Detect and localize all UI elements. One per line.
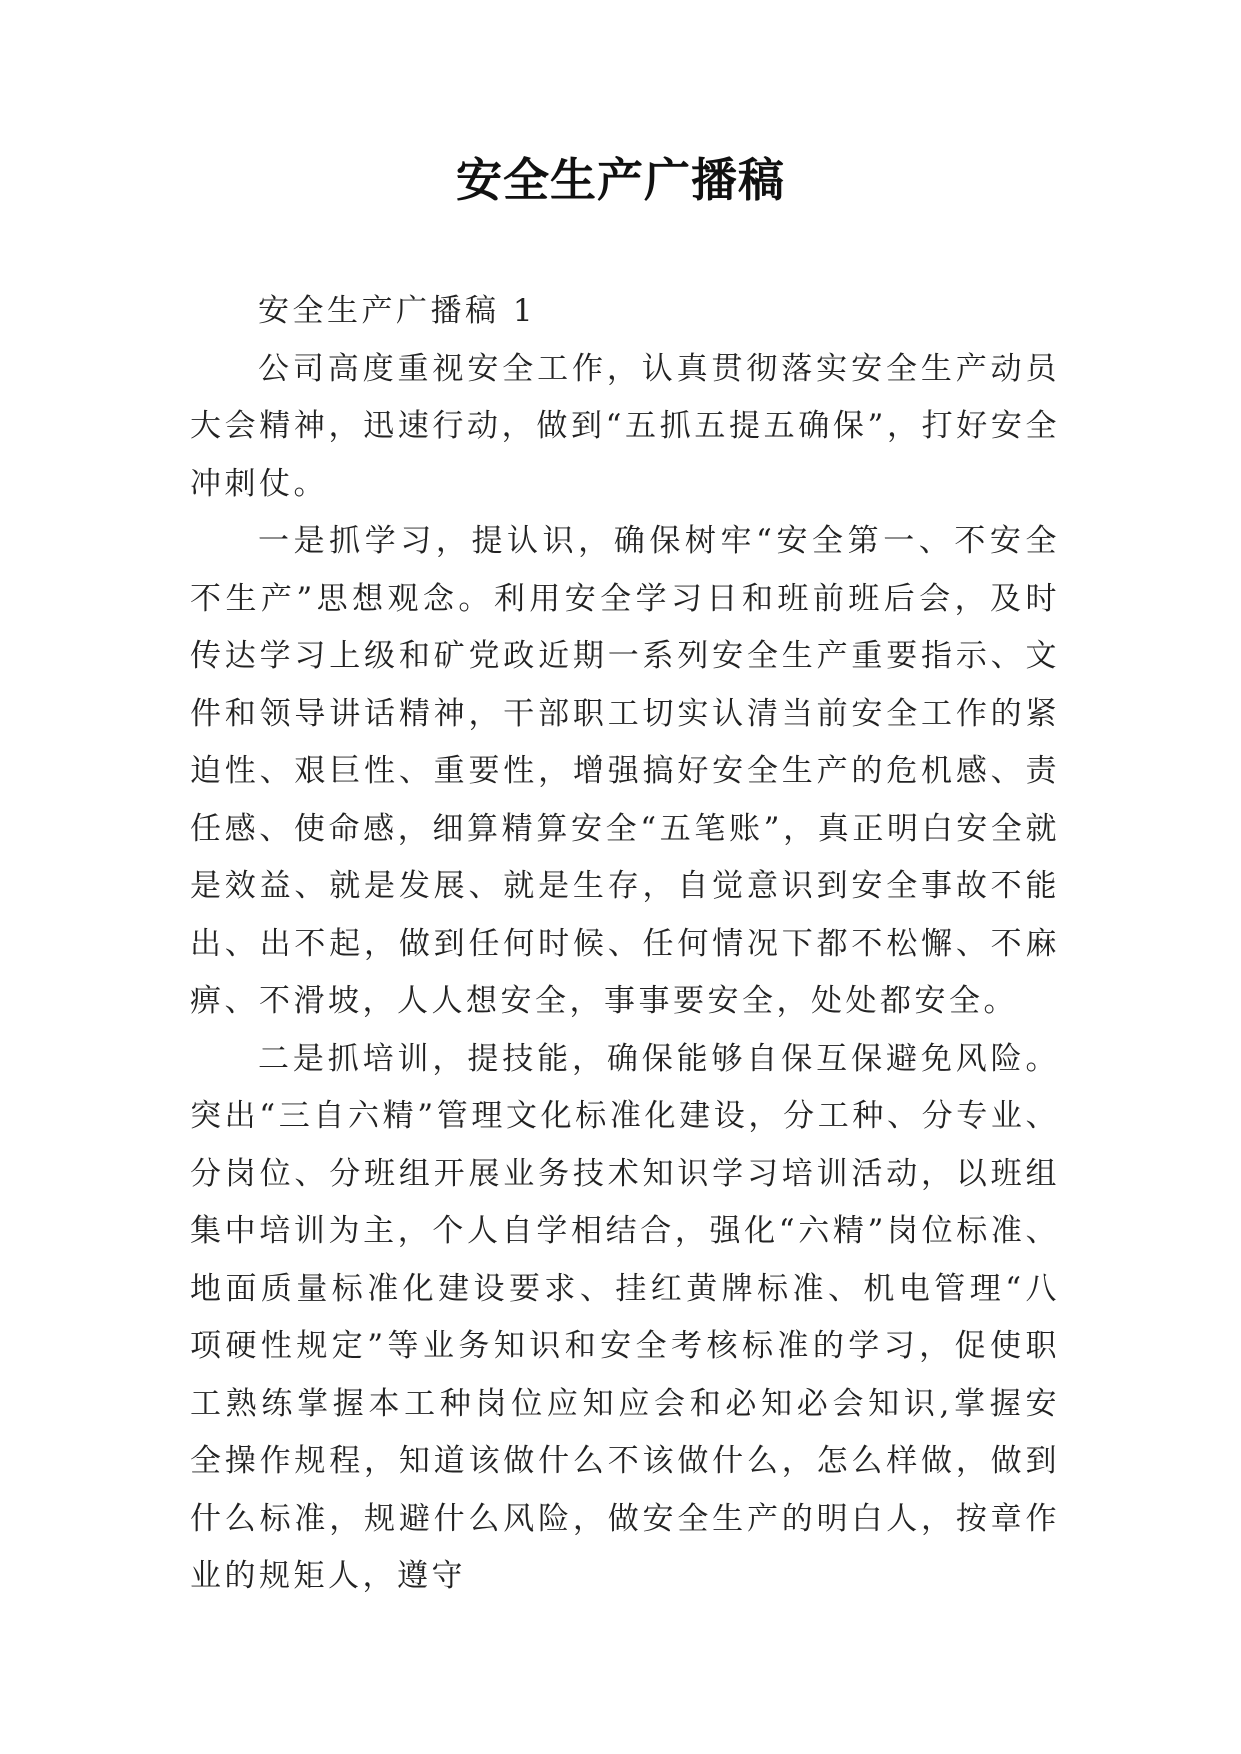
document-body bbox=[190, 283, 1060, 1606]
paragraph-intro: 公司高度重视安全工作，认真贯彻落实安全生产动员大会精神，迅速行动，做到“五抓五提五确保”，打好安全冲刺仗。 bbox=[190, 350, 1060, 502]
paragraph-study: 一是抓学习，提认识，确保树牢“安全第一、不安全不生产”思想观念。利用安全学习日和班前班后会，及时传达学习上级和矿党政近期一系列安全生产重要指示、文件和领导讲话精神，干部职工切实认清当前安全工作的紧迫性、艰巨性、重要性，增强搞好安全生产的危机感、责任感、使命感，细算精算安全“五笔账”，真正明白安全就是效益、就是发展、就是生存，自觉意识到安全事故不能出、出不起，做到任何时候、任何情况下都不松懈、不麻痹、不滑坡，人人想安全，事事要安全，处处都安全。 bbox=[190, 523, 1060, 1019]
document-title: 安全生产广播稿 bbox=[456, 153, 785, 207]
paragraph-training: 二是抓培训，提技能，确保能够自保互保避免风险。突出“三自六精”管理文化标准化建设，分工种、分专业、分岗位、分班组开展业务技术知识学习培训活动，以班组集中培训为主，个人自学相结合，强化“六精”岗位标准、地面质量标准化建设要求、挂红黄牌标准、机电管理“八项硬性规定”等业务知识和安全考核标准的学习，促使职工熟练掌握本工种岗位应知应会和必知必会知识,掌握安全操作规程，知道该做什么不该做什么，怎么样做，做到什么标准，规避什么风险，做安全生产的明白人，按章作业的规矩人，遵守 bbox=[190, 1040, 1060, 1594]
section-heading: 安全生产广播稿 1 bbox=[258, 293, 537, 329]
